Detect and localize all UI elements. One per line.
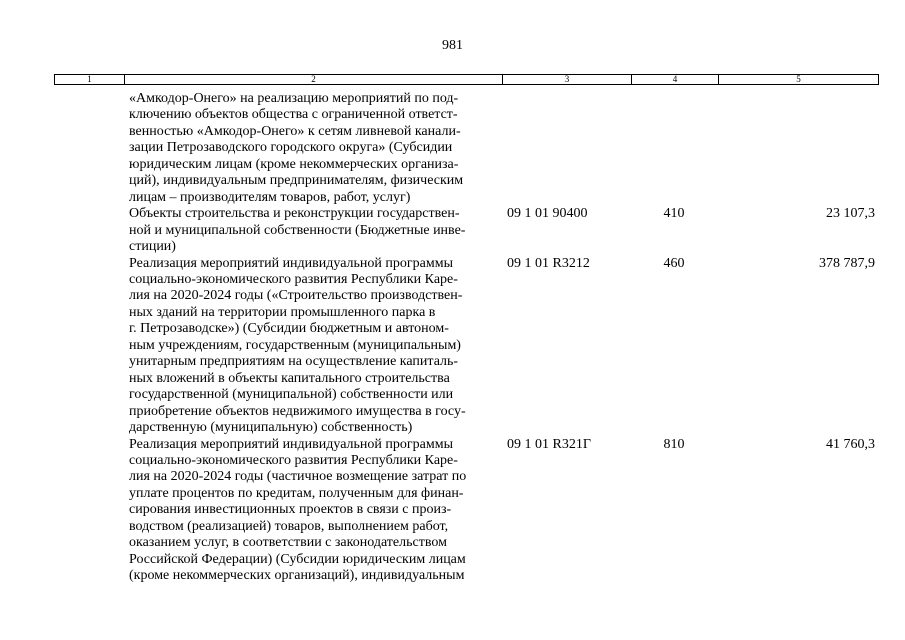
header-col-3: 3 — [503, 75, 632, 84]
row-description: «Амкодор-Онего» на реализацию мероприятий по под- ключению объектов общества с ограниченной ответст- венностью «Амкодор-Онего» к сетям ливневой канали- зации Петрозаводского городского округа» (Субсидии юридическим лицам (кроме некоммерческих организа- ций), индивидуальным предпринимателям, физическим лицам – производителям товаров, работ, услуг) — [129, 91, 464, 205]
row-code: 09 1 01 R321Г — [507, 436, 591, 452]
table-row — [54, 256, 879, 437]
table-row — [54, 206, 879, 255]
header-col-1: 1 — [55, 75, 125, 84]
row-description: Реализация мероприятий индивидуальной программы социально-экономического развития Республики Каре- лия на 2020-2024 годы («Строительство производствен- ных зданий на территории промышленного парка в г. Петрозаводске») (Субсидии бюджетным и автоном- ным учреждениям, государственным (муниципальным) унитарным предприятиям на осуществление капиталь- ных вложений в объекты капитального строительства государственной (муниципальной) собственности или приобретение объектов недвижимого имущества в госу- дарственную (муниципальную) собственность) — [129, 255, 466, 436]
row-code: 09 1 01 R3212 — [507, 255, 590, 271]
row-type: 810 — [663, 436, 685, 452]
table-header-row — [54, 74, 879, 85]
header-col-2: 2 — [125, 75, 503, 84]
row-description: Объекты строительства и реконструкции государствен- ной и муниципальной собственности (Бюджетные инве- стиции) — [129, 206, 466, 255]
table-row — [54, 437, 879, 585]
header-col-4: 4 — [632, 75, 719, 84]
row-amount: 23 107,3 — [826, 206, 875, 222]
header-col-5: 5 — [796, 74, 801, 84]
row-amount: 41 760,3 — [826, 436, 875, 452]
row-type: 460 — [663, 255, 685, 271]
row-type: 410 — [663, 206, 685, 222]
page-number: 981 — [442, 38, 463, 53]
table-row — [54, 91, 879, 206]
row-code: 09 1 01 90400 — [507, 206, 588, 222]
row-amount: 378 787,9 — [819, 255, 875, 271]
row-description: Реализация мероприятий индивидуальной программы социально-экономического развития Республики Каре- лия на 2020-2024 годы (частичное возмещение затрат по уплате процентов по кредитам, полученным для финан- сирования инвестиционных проектов в связи с произ- водством (реализацией) товаров, выполнением работ, оказанием услуг, в соответствии с законодательством Российской Федерации) (Субсидии юридическим лицам (кроме некоммерческих организаций), индивидуальным — [129, 436, 467, 584]
table-body — [54, 91, 879, 585]
